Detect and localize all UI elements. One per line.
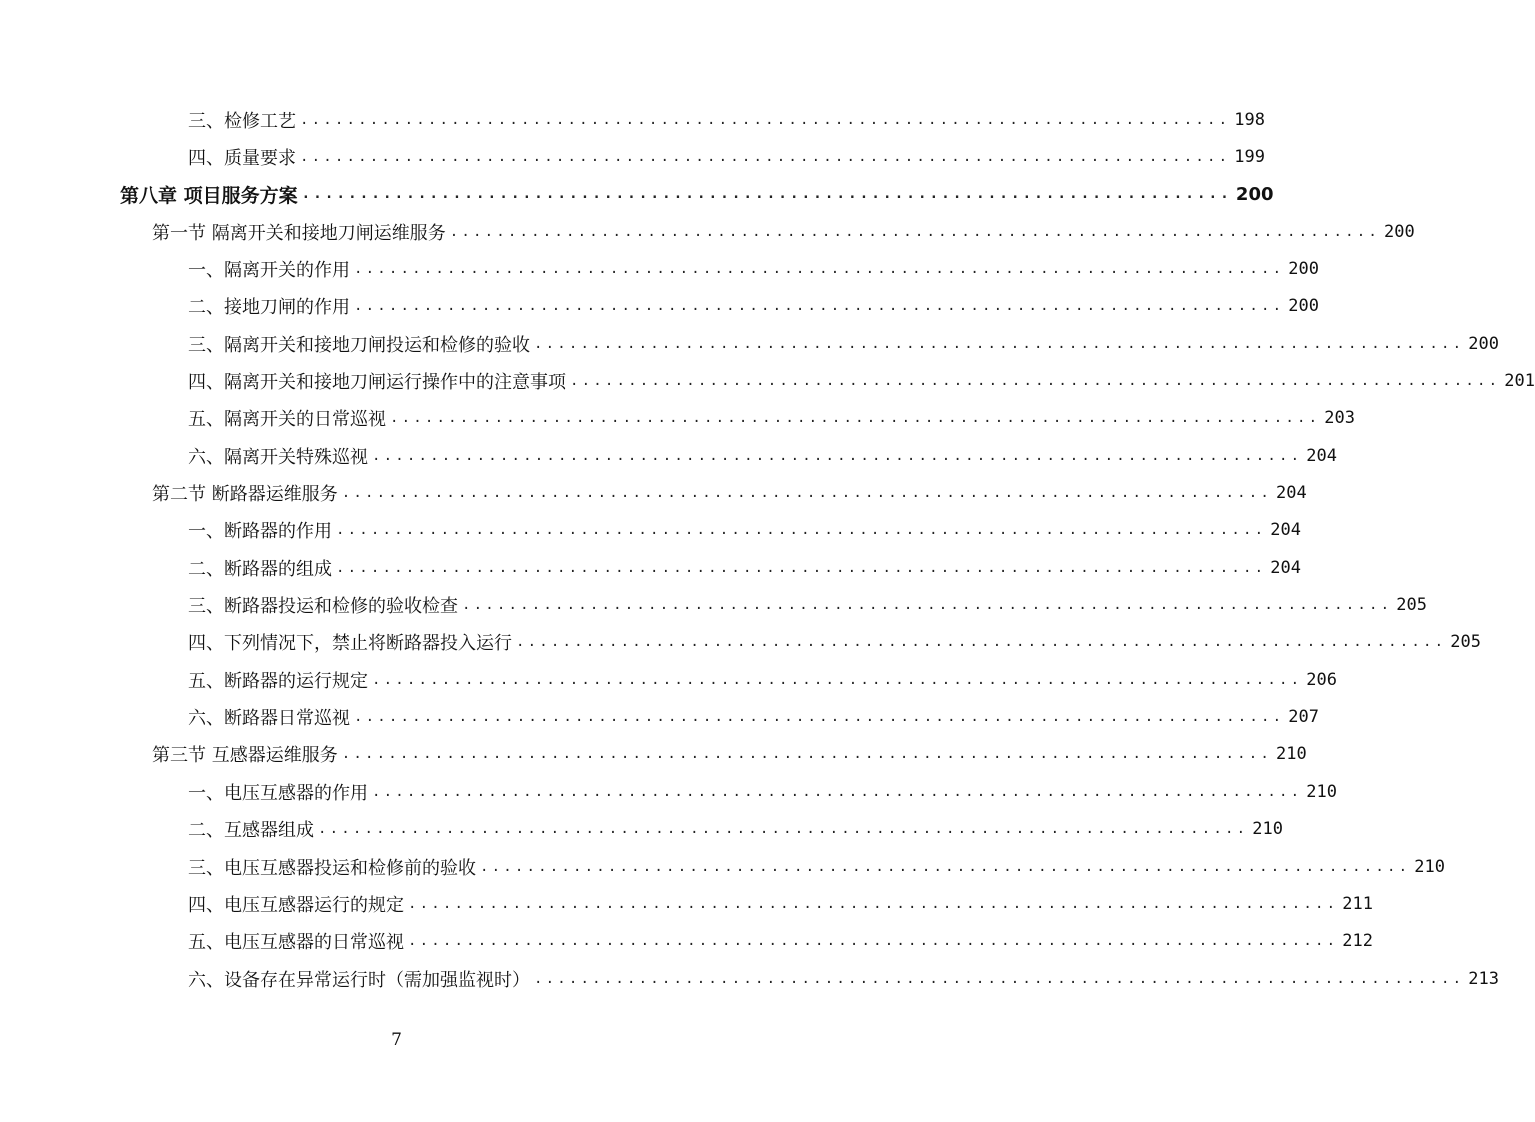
dot-leader: ................................................................................ xyxy=(372,671,1303,688)
toc-page-number: 204 xyxy=(1306,445,1338,466)
toc-entry-title: 二、互感器组成 xyxy=(188,820,314,842)
toc-item[interactable] xyxy=(188,138,1266,175)
toc-item[interactable] xyxy=(188,549,1302,586)
dot-leader: ................................................................................ xyxy=(462,597,1393,614)
toc-page-number: 212 xyxy=(1342,931,1374,952)
dot-leader: ................................................................................ xyxy=(390,410,1321,427)
toc-entry-title: 六、设备存在异常运行时（需加强监视时） xyxy=(188,969,530,991)
toc-section[interactable] xyxy=(152,213,1415,250)
toc-entry-title: 六、断路器日常巡视 xyxy=(188,708,350,730)
toc-item[interactable] xyxy=(188,362,1535,399)
toc-entry-title: 三、隔离开关和接地刀闸投运和检修的验收 xyxy=(188,334,530,356)
dot-leader: ................................................................................ xyxy=(341,746,1273,763)
toc-page-number: 207 xyxy=(1288,707,1320,728)
toc-item[interactable] xyxy=(188,400,1356,437)
dot-leader: ................................................................................ xyxy=(354,260,1285,277)
toc-page-number: 203 xyxy=(1324,408,1356,429)
dot-leader: ................................................................................ xyxy=(354,709,1285,726)
dot-leader: ................................................................................ xyxy=(336,559,1267,576)
toc-entry-title: 四、质量要求 xyxy=(188,147,296,169)
toc-entry-title: 五、隔离开关的日常巡视 xyxy=(188,409,386,431)
toc-entry-title: 五、电压互感器的日常巡视 xyxy=(188,932,404,954)
toc-entry-title: 第八章 项目服务方案 xyxy=(120,184,298,207)
dot-leader: ................................................................................ xyxy=(354,298,1285,315)
toc-item[interactable] xyxy=(188,325,1500,362)
toc-section[interactable] xyxy=(152,736,1307,773)
toc-entry-title: 第二节 断路器运维服务 xyxy=(152,484,338,505)
toc-item[interactable] xyxy=(188,773,1338,810)
dot-leader: ................................................................................ xyxy=(534,335,1465,352)
dot-leader: ................................................................................ xyxy=(408,895,1339,912)
dot-leader: ................................................................................ xyxy=(534,970,1465,987)
page-number: 7 xyxy=(391,1030,402,1050)
toc-item[interactable] xyxy=(188,848,1446,885)
toc-item[interactable] xyxy=(188,885,1374,922)
toc-entry-title: 五、断路器的运行规定 xyxy=(188,670,368,692)
toc-item[interactable] xyxy=(188,288,1320,325)
toc-item[interactable] xyxy=(188,923,1374,960)
toc-page-number: 211 xyxy=(1342,893,1374,914)
toc-entry-title: 二、接地刀闸的作用 xyxy=(188,297,350,319)
toc-item[interactable] xyxy=(188,437,1338,474)
toc-entry-title: 二、断路器的组成 xyxy=(188,558,332,580)
toc-page-number: 205 xyxy=(1450,632,1482,653)
dot-leader: ................................................................................ xyxy=(449,223,1381,240)
toc-item[interactable] xyxy=(188,250,1320,287)
toc-entry-title: 第一节 隔离开关和接地刀闸运维服务 xyxy=(152,222,446,244)
toc-entry-title: 六、隔离开关特殊巡视 xyxy=(188,446,368,468)
toc-section[interactable] xyxy=(152,475,1307,512)
toc-entry-title: 三、断路器投运和检修的验收检查 xyxy=(188,596,458,618)
toc-item[interactable] xyxy=(188,699,1320,736)
dot-leader: ................................................................................ xyxy=(300,111,1231,128)
toc-page-number: 200 xyxy=(1235,183,1274,205)
toc-page-number: 201 xyxy=(1504,370,1535,391)
toc-page-number: 200 xyxy=(1468,333,1500,354)
toc-item[interactable] xyxy=(188,101,1266,138)
toc-chapter[interactable] xyxy=(120,176,1274,213)
dot-leader: ................................................................................ xyxy=(372,783,1303,800)
toc-item[interactable] xyxy=(188,960,1500,997)
toc-page-number: 210 xyxy=(1276,744,1307,765)
toc-item[interactable] xyxy=(188,811,1284,848)
dot-leader: ................................................................................ xyxy=(300,148,1231,165)
toc-page-number: 204 xyxy=(1270,557,1302,578)
toc-page-number: 200 xyxy=(1384,221,1415,242)
dot-leader: ................................................................................ xyxy=(301,186,1232,203)
toc-page-number: 210 xyxy=(1252,819,1284,840)
dot-leader: ................................................................................ xyxy=(480,858,1411,875)
toc-page-number: 198 xyxy=(1234,109,1266,130)
toc-entry-title: 第三节 互感器运维服务 xyxy=(152,745,338,767)
toc-entry-title: 四、隔离开关和接地刀闸运行操作中的注意事项 xyxy=(188,371,566,393)
toc-item[interactable] xyxy=(188,624,1482,661)
toc-entry-title: 三、检修工艺 xyxy=(188,110,296,132)
dot-leader: ................................................................................ xyxy=(372,447,1303,464)
toc-entry-title: 一、断路器的作用 xyxy=(188,521,332,543)
toc-item[interactable] xyxy=(188,661,1338,698)
toc-page-number: 204 xyxy=(1276,483,1307,503)
toc-page-number: 206 xyxy=(1306,669,1338,690)
toc-page-number: 200 xyxy=(1288,258,1320,279)
toc-entry-title: 四、下列情况下，禁止将断路器投入运行 xyxy=(188,633,512,655)
toc-page-number: 204 xyxy=(1270,520,1302,541)
toc-entry-title: 四、电压互感器运行的规定 xyxy=(188,894,404,916)
toc-item[interactable] xyxy=(188,587,1428,624)
toc-page-number: 210 xyxy=(1306,781,1338,802)
toc-entry-title: 三、电压互感器投运和检修前的验收 xyxy=(188,857,476,879)
toc-page-number: 200 xyxy=(1288,296,1320,317)
toc-page-number: 213 xyxy=(1468,968,1500,989)
toc-entry-title: 一、电压互感器的作用 xyxy=(188,782,368,804)
toc-page-number: 199 xyxy=(1234,146,1266,167)
dot-leader: ................................................................................ xyxy=(336,522,1267,539)
dot-leader: ................................................................................ xyxy=(318,821,1249,838)
toc-item[interactable] xyxy=(188,512,1302,549)
dot-leader: ................................................................................ xyxy=(570,372,1501,389)
dot-leader: ................................................................................ xyxy=(341,485,1273,501)
toc-page-number: 210 xyxy=(1414,856,1446,877)
dot-leader: ................................................................................ xyxy=(408,933,1339,950)
dot-leader: ................................................................................ xyxy=(516,634,1447,651)
toc-page-number: 205 xyxy=(1396,595,1428,616)
toc-entry-title: 一、隔离开关的作用 xyxy=(188,259,350,281)
